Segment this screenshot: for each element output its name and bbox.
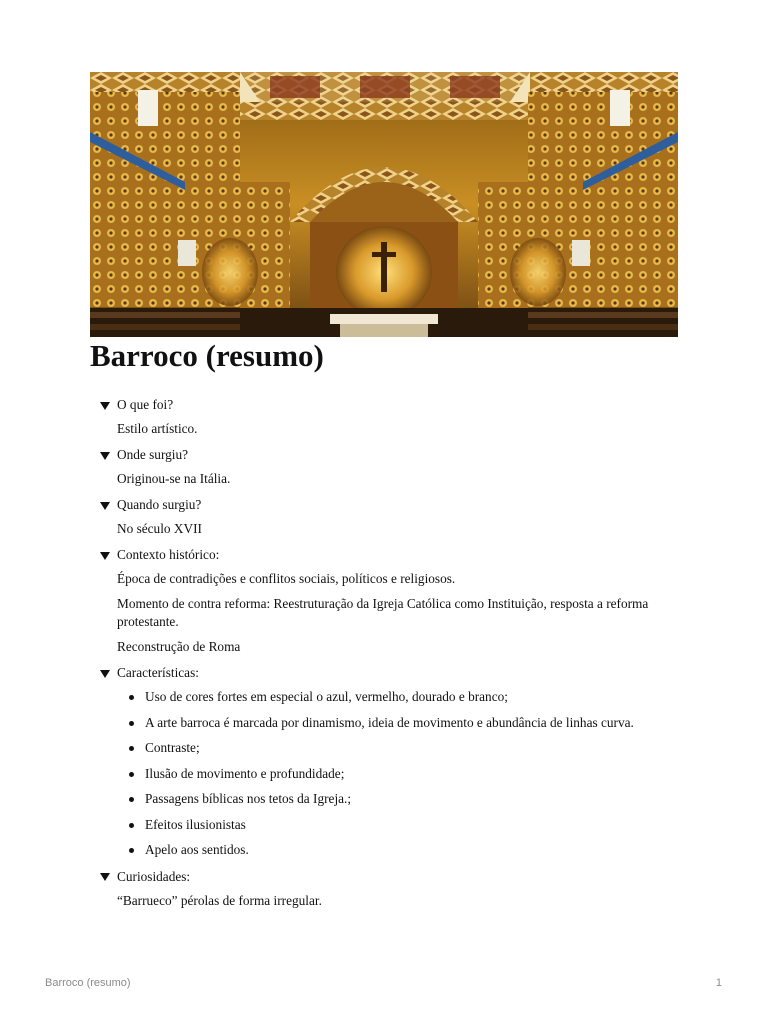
toggle-o-que-foi	[100, 395, 680, 438]
toggle-body	[100, 520, 680, 538]
bullet-icon	[129, 797, 134, 802]
toggle-header[interactable]	[100, 495, 680, 515]
toggle-body	[100, 892, 680, 910]
bullet-icon	[129, 823, 134, 828]
toggle-header[interactable]	[100, 545, 680, 565]
toggle-heading: Curiosidades:	[117, 868, 191, 884]
toggle-heading: Onde surgiu?	[117, 447, 189, 462]
list-item-text: Efeitos ilusionistas	[145, 816, 246, 832]
toggle-body	[100, 688, 680, 859]
toggle-curiosidades	[100, 867, 680, 910]
toggle-header[interactable]	[100, 395, 680, 415]
triangle-down-icon[interactable]	[100, 502, 110, 510]
toggle-header[interactable]	[100, 663, 680, 683]
bullet-icon	[129, 721, 134, 726]
bullet-icon	[129, 772, 134, 777]
cover-image	[90, 72, 678, 337]
list-item-text: Uso de cores fortes em especial o azul, vermelho, dourado e branco;	[145, 689, 508, 704]
footer-title: Barroco (resumo)	[45, 977, 131, 989]
page-number: 1	[715, 977, 722, 989]
triangle-down-icon[interactable]	[100, 452, 110, 460]
paragraph: “Barrueco” pérolas de forma irregular.	[117, 892, 322, 908]
toggle-onde-surgiu	[100, 445, 680, 488]
list-item	[129, 790, 680, 808]
list-item	[129, 841, 680, 859]
list-item-text: Ilusão de movimento e profundidade;	[145, 765, 345, 781]
list-item	[129, 765, 680, 783]
toggle-quando-surgiu	[100, 495, 680, 538]
toggle-body	[100, 570, 680, 656]
triangle-down-icon[interactable]	[100, 873, 110, 881]
toggle-heading: O que foi?	[117, 397, 174, 412]
toggle-heading: Contexto histórico:	[117, 547, 220, 562]
paragraph: Época de contradições e conflitos sociais, políticos e religiosos.	[117, 571, 456, 586]
bullet-icon	[129, 746, 134, 751]
paragraph: Momento de contra reforma: Reestruturação da Igreja Católica como Instituição, resposta a reforma protestante.	[117, 596, 649, 629]
triangle-down-icon[interactable]	[100, 670, 110, 678]
bullet-icon	[129, 695, 134, 700]
list-item-text: A arte barroca é marcada por dinamismo, ideia de movimento e abundância de linhas curva.	[145, 714, 634, 730]
triangle-down-icon[interactable]	[100, 402, 110, 410]
triangle-down-icon[interactable]	[100, 552, 110, 560]
page-content	[100, 395, 680, 917]
toggle-body	[100, 420, 680, 438]
toggle-contexto-historico	[100, 545, 680, 656]
toggle-header[interactable]	[100, 867, 680, 887]
paragraph: Estilo artístico.	[117, 421, 198, 436]
paragraph: No século XVII	[117, 521, 202, 536]
toggle-caracteristicas	[100, 663, 680, 859]
list-item	[129, 816, 680, 834]
list-item	[129, 688, 680, 706]
bullet-icon	[129, 848, 134, 853]
list-item-text: Passagens bíblicas nos tetos da Igreja.;	[145, 791, 352, 806]
toggle-heading: Características:	[117, 665, 199, 680]
toggle-body	[100, 470, 680, 488]
toggle-header[interactable]	[100, 445, 680, 465]
list-item-text: Apelo aos sentidos.	[145, 842, 249, 857]
list-item-text: Contraste;	[145, 740, 200, 755]
paragraph: Reconstrução de Roma	[117, 639, 241, 654]
list-item	[129, 739, 680, 757]
paragraph: Originou-se na Itália.	[117, 471, 231, 486]
bullet-list	[117, 688, 680, 859]
list-item	[129, 714, 680, 732]
toggle-heading: Quando surgiu?	[117, 497, 202, 512]
page-title: Barroco (resumo)	[90, 338, 324, 373]
